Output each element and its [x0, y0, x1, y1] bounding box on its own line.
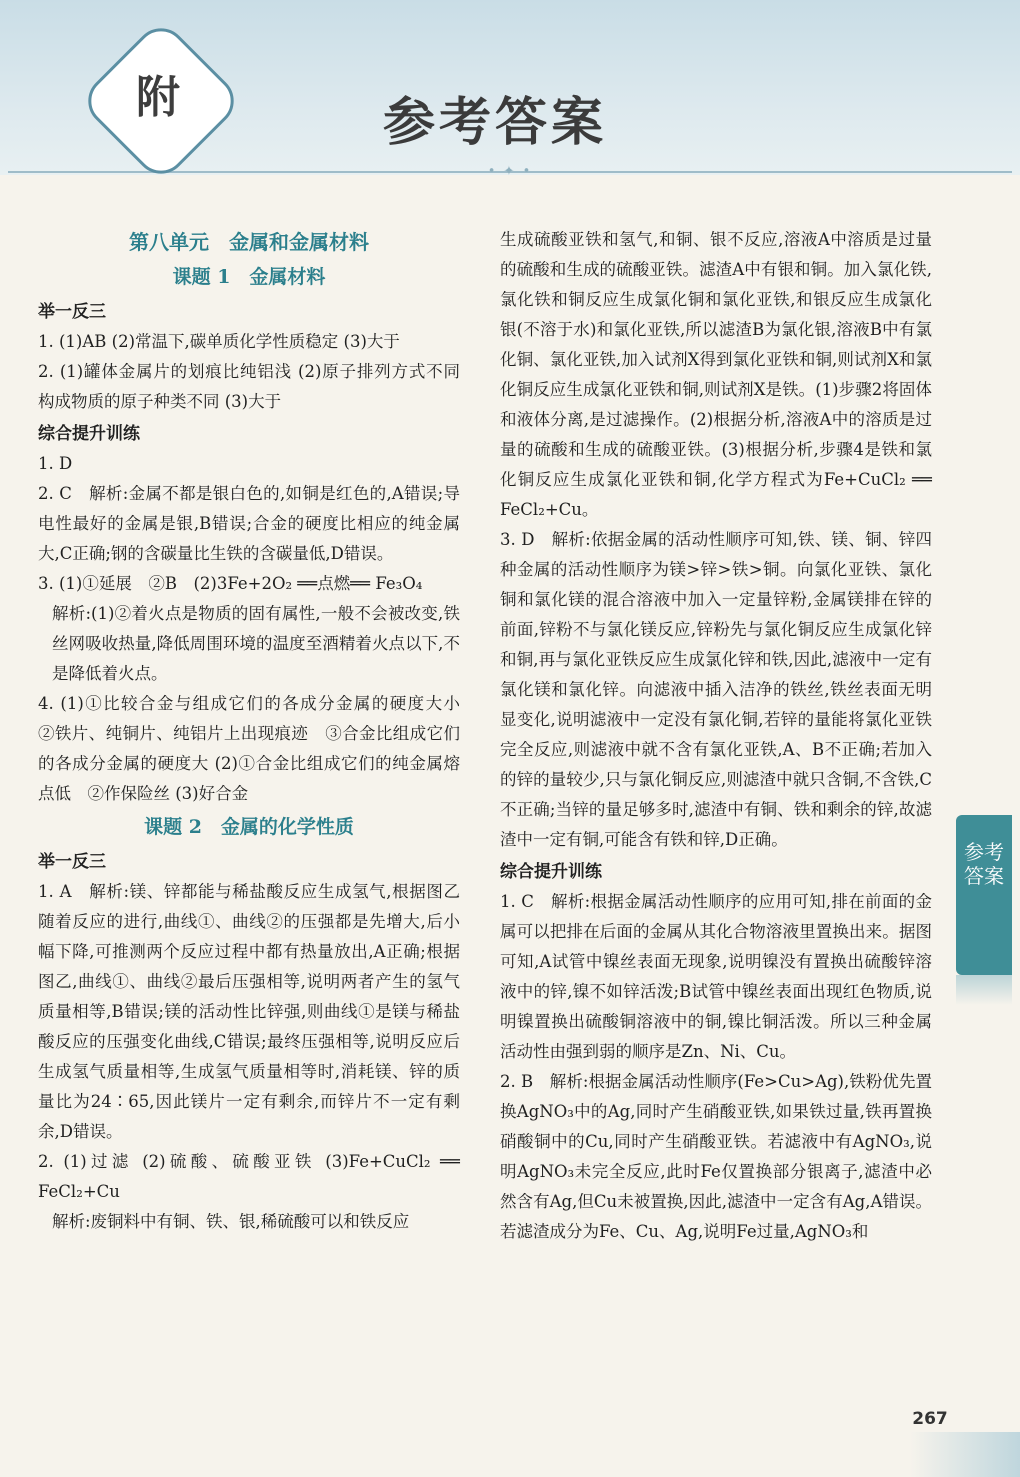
answer-item: 1. D [38, 454, 73, 473]
answer-item: 2. B 解析:根据金属活动性顺序(Fe>Cu>Ag),铁粉优先置换AgNO₃中的Ag,同时产生硝酸亚铁,如果铁过量,铁再置换硝酸铜中的Cu,同时产生硝酸亚铁。若滤液中有AgNO₃,说明AgNO₃未完全反应,此时Fe仅置换部分银离子,滤渣中必然含有Ag,但Cu未被置换,因此,滤渣中一定含有Ag,A错误。若滤渣成分为Fe、Cu、Ag,说明Fe过量,AgNO₃和 [500, 1072, 932, 1241]
answer-item: 2. (1)罐体金属片的划痕比纯铝浅 (2)原子排列方式不同 构成物质的原子种类不同 (3)大于 [38, 362, 477, 411]
answer-analysis: 解析:(1)②着火点是物质的固有属性,一般不会被改变,铁丝网吸收热量,降低周围环境的温度至酒精着火点以下,不是降低着火点。 [52, 604, 460, 683]
answer-item: 2. (1)过滤 (2)硫酸、硫酸亚铁 (3)Fe+CuCl₂ ══ FeCl₂+Cu [38, 1152, 460, 1201]
answer-item: 2. C 解析:金属不都是银白色的,如铜是红色的,A错误;导电性最好的金属是银,B错误;合金的硬度比相应的纯金属大,C正确;钢的含碳量比生铁的含碳量低,D错误。 [38, 484, 460, 563]
right-column [500, 225, 932, 1247]
banner-ornament: • ✦ • [487, 164, 533, 179]
sidebar-tab [956, 815, 1012, 975]
sidebar-tab-label: 参考答案 [964, 840, 1004, 888]
left-column [38, 225, 477, 1237]
answer-item: 1. C 解析:根据金属活动性顺序的应用可知,排在前面的金属可以把排在后面的金属从其化合物溶液里置换出来。据图可知,A试管中镍丝表面无现象,说明镍没有置换出硫酸锌溶液中的锌,镍不如锌活泼;B试管中镍丝表面出现红色物质,说明镍置换出硫酸铜溶液中的铜,镍比铜活泼。所以三种金属活动性由强到弱的顺序是Zn、Ni、Cu。 [500, 892, 932, 1061]
section-heading: 综合提升训练 [38, 424, 140, 444]
section-heading: 举一反三 [38, 852, 106, 872]
appendix-badge-char: 附 [136, 72, 180, 123]
answer-continuation: 生成硫酸亚铁和氢气,和铜、银不反应,溶液A中溶质是过量的硫酸和生成的硫酸亚铁。滤渣A中有银和铜。加入氯化铁,氯化铁和铜反应生成氯化铜和氯化亚铁,和银反应生成氯化银(不溶于水)和氯化亚铁,所以滤渣B为氯化银,溶液B中有氯化铜、氯化亚铁,加入试剂X得到氯化亚铁和铜,则试剂X和氯化铜反应生成氯化亚铁和铜,则试剂X是铁。(1)步骤2将固体和液体分离,是过滤操作。(2)根据分析,溶液A中的溶质是过量的硫酸和生成的硫酸亚铁。(3)根据分析,步骤4是铁和氯化铜反应生成氯化亚铁和铜,化学方程式为Fe+CuCl₂ ══ FeCl₂+Cu。 [500, 230, 932, 519]
answer-item: 1. A 解析:镁、锌都能与稀盐酸反应生成氢气,根据图乙随着反应的进行,曲线①、曲线②的压强都是先增大,后小幅下降,可推测两个反应过程中都有热量放出,A正确;根据图乙,曲线①、曲线②最后压强相等,说明两者产生的氢气质量相等,B错误;镁的活动性比锌强,则曲线①是镁与稀盐酸反应的压强变化曲线,C错误;最终压强相等,说明反应后生成氢气质量相等,生成氢气质量相等时,消耗镁、锌的质量比为24∶65,因此镁片一定有剩余,而锌片不一定有剩余,D错误。 [38, 882, 460, 1141]
answer-item: 3. (1)①延展 ②B (2)3Fe+2O₂ ══点燃══ Fe₃O₄ [38, 574, 423, 593]
sidebar-shadow [956, 975, 1012, 1005]
lesson-title: 课题 1 金属材料 [172, 266, 326, 288]
answer-analysis: 解析:废铜料中有铜、铁、银,稀硫酸可以和铁反应 [52, 1212, 410, 1231]
section-heading: 举一反三 [38, 302, 106, 322]
answer-item: 3. D 解析:依据金属的活动性顺序可知,铁、镁、铜、锌四种金属的活动性顺序为镁>锌>铁>铜。向氯化亚铁、氯化铜和氯化镁的混合溶液中加入一定量锌粉,金属镁排在锌的前面,锌粉不与氯化镁反应,锌粉先与氯化铜反应生成氯化锌和铜,再与氯化亚铁反应生成氯化锌和铁,因此,滤液中一定有氯化镁和氯化锌。向滤液中插入洁净的铁丝,铁丝表面无明显变化,说明滤液中一定没有氯化铜,若锌的量能将氯化亚铁完全反应,则滤液中就不含有氯化亚铁,A、B不正确;若加入的锌的量较少,只与氯化铜反应,则滤渣中就只含铜,不含铁,C不正确;当锌的量足够多时,滤渣中有铜、铁和剩余的锌,故滤渣中一定有铜,可能含有铁和锌,D正确。 [500, 530, 932, 849]
answer-item: 1. (1)AB (2)常温下,碳单质化学性质稳定 (3)大于 [38, 332, 400, 351]
unit-title: 第八单元 金属和金属材料 [129, 230, 369, 254]
page-number: 267 [912, 1409, 948, 1429]
corner-decoration [910, 1432, 1020, 1477]
section-heading: 综合提升训练 [500, 862, 602, 882]
page-title: 参考答案 [382, 92, 607, 153]
lesson-title: 课题 2 金属的化学性质 [144, 816, 354, 838]
answer-item: 4. (1)①比较合金与组成它们的各成分金属的硬度大小 ②铁片、纯铜片、纯铝片上出现痕迹 ③合金比组成它们的各成分金属的硬度大 (2)①合金比组成它们的纯金属熔点低 ②作保险丝 (3)好合金 [38, 694, 477, 803]
